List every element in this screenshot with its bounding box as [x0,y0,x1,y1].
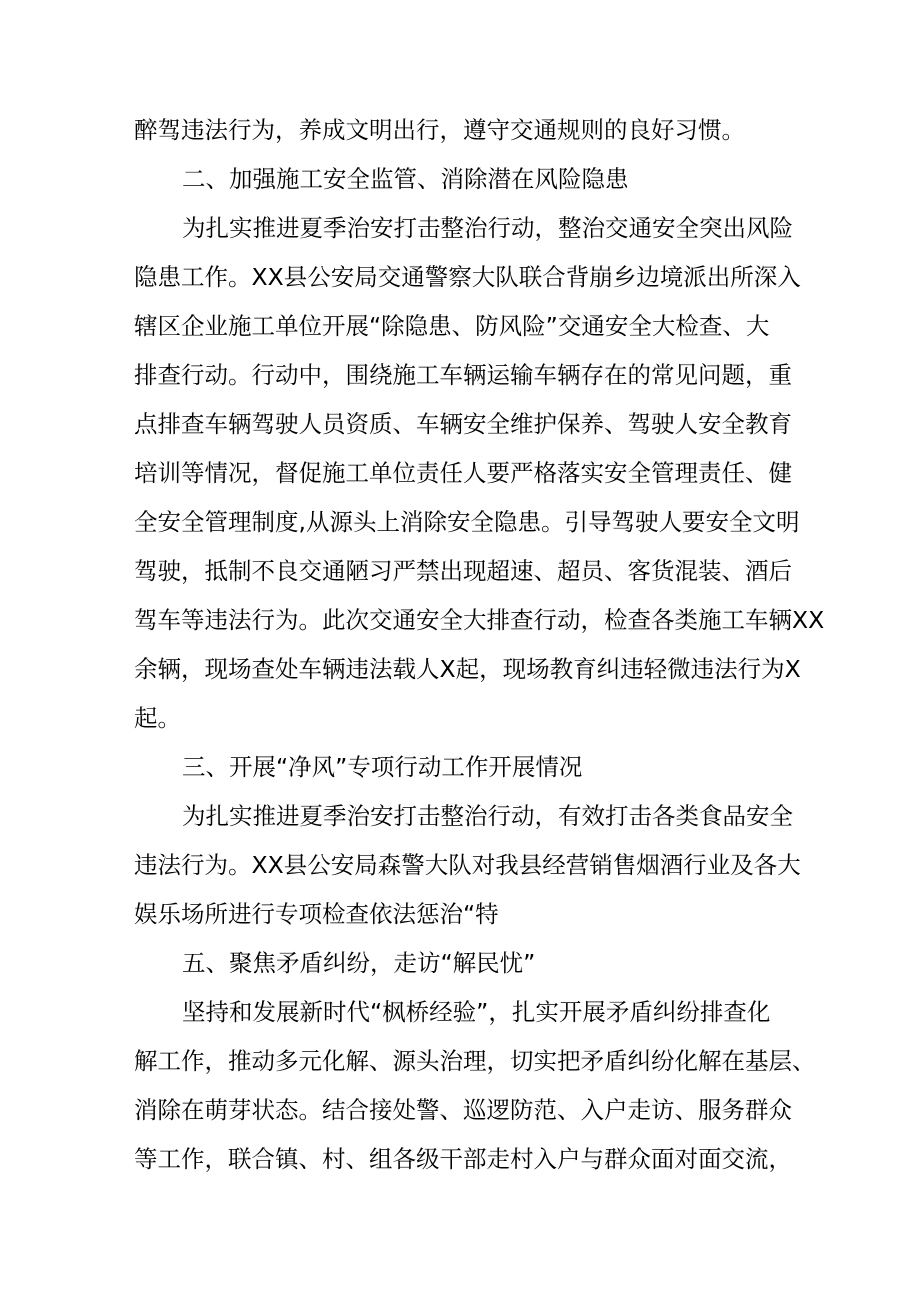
paragraph-line: 隐患工作。XX县公安局交通警察大队联合背崩乡边境派出所深入 [134,263,801,291]
paragraph-line: 培训等情况，督促施工单位责任人要严格落实安全管理责任、健 [134,459,792,487]
paragraph-line: 点排查车辆驾驶人员资质、车辆安全维护保养、驾驶人安全教育 [134,410,792,438]
paragraph-line: 驾驶，抵制不良交通陋习严禁出现超速、超员、客货混装、酒后 [134,557,792,585]
paragraph-line: 起。 [134,704,181,732]
section-heading: 五、聚焦矛盾纠纷，走访“解民忧” [182,949,536,977]
section-heading: 三、开展“净风”专项行动工作开展情况 [182,753,583,781]
paragraph-line: 坚持和发展新时代“枫桥经验”，扎实开展矛盾纠纷排查化 [182,998,771,1026]
paragraph-line: 解工作，推动多元化解、源头治理，切实把矛盾纠纷化解在基层、 [134,1047,816,1075]
paragraph-line: 全安全管理制度,从源头上消除安全隐患。引导驾驶人要安全文明 [134,508,800,536]
paragraph-line: 违法行为。XX县公安局森警大队对我县经营销售烟酒行业及各大 [134,851,801,879]
paragraph-line: 娱乐场所进行专项检查依法惩治“特 [134,900,499,928]
paragraph-line: 为扎实推进夏季治安打击整治行动，整治交通安全突出风险 [182,214,793,242]
paragraph-line: 消除在萌芽状态。结合接处警、巡逻防范、入户走访、服务群众 [134,1096,792,1124]
paragraph-line: 辖区企业施工单位开展“除隐患、防风险”交通安全大检查、大 [134,312,770,340]
paragraph-line: 为扎实推进夏季治安打击整治行动，有效打击各类食品安全 [182,802,793,830]
paragraph-line: 驾车等违法行为。此次交通安全大排查行动，检查各类施工车辆XX [134,606,825,634]
paragraph-line: 等工作，联合镇、村、组各级干部走村入户与群众面对面交流， [134,1145,792,1173]
paragraph-line: 醉驾违法行为，养成文明出行，遵守交通规则的良好习惯。 [134,116,745,144]
section-heading: 二、加强施工安全监管、消除潜在风险隐患 [182,165,629,193]
paragraph-line: 排查行动。行动中，围绕施工车辆运输车辆存在的常见问题，重 [134,361,792,389]
paragraph-line: 余辆，现场查处车辆违法载人X起，现场教育纠违轻微违法行为X [134,655,801,683]
